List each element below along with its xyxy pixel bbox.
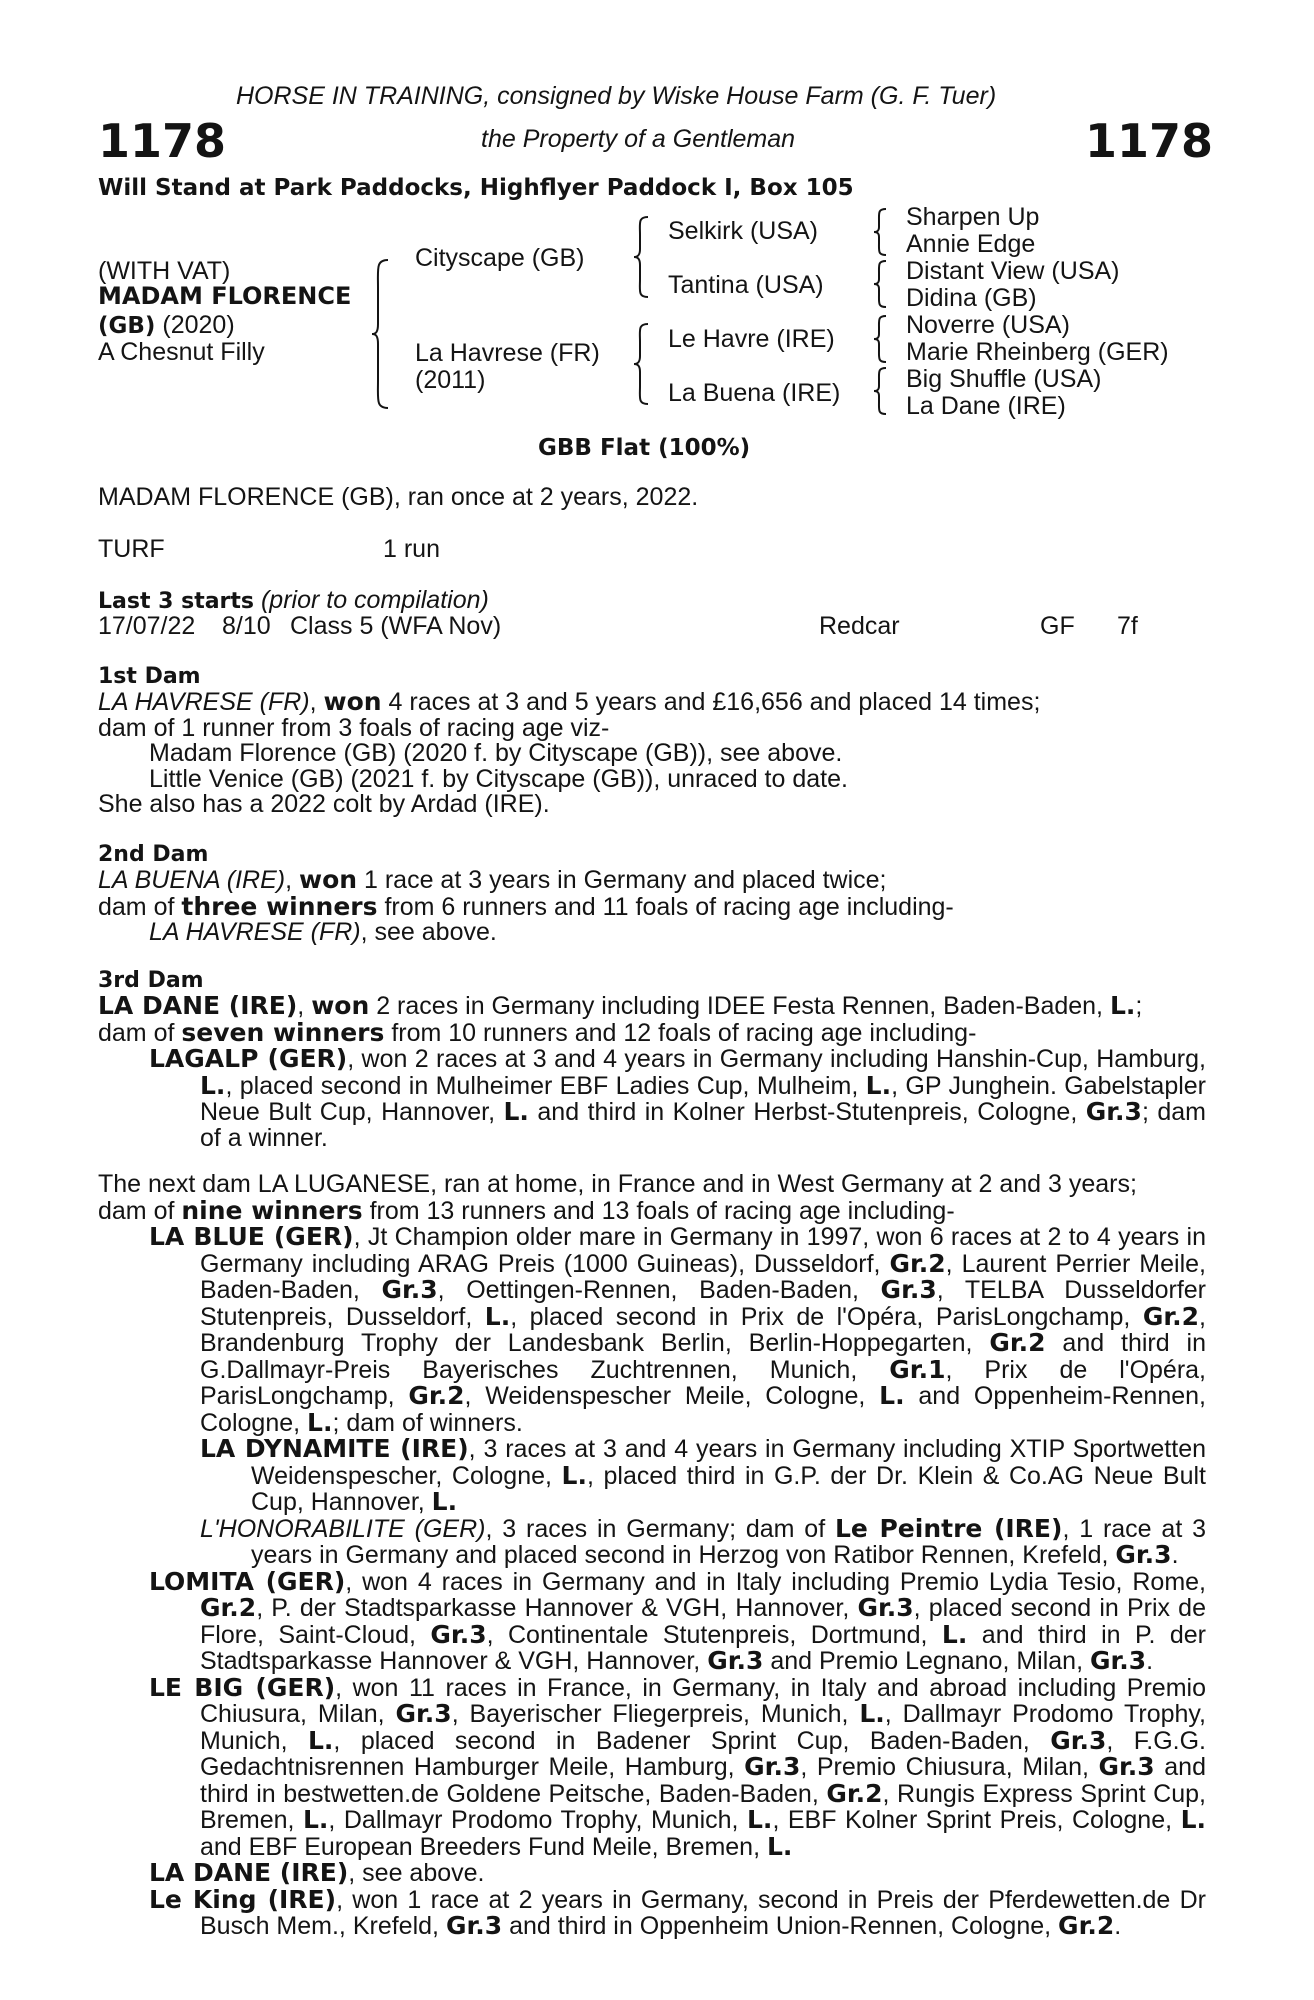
bold-text-run: L.: [859, 1699, 885, 1728]
pedigree-ancestor-7: Big Shuffle (USA): [906, 365, 1102, 393]
second-dam-record: 1 race at 3 years in Germany and placed twice;: [357, 866, 887, 894]
first-dam-line-2: dam of 1 runner from 3 foals of racing age viz-: [98, 713, 610, 742]
pedigree-dam-sire: Le Havre (IRE): [668, 325, 835, 353]
pedigree-brace-g2: [872, 259, 888, 309]
la-dynamite-entry: [98, 1436, 1206, 1516]
horse-origin: [98, 312, 235, 339]
text-run: and Oppenheim-Rennen, Cologne,: [200, 1382, 1206, 1437]
text-run: and third in Oppenheim Union-Rennen, Cologne,: [502, 1912, 1059, 1940]
text-sep: ,: [309, 688, 324, 716]
bold-text-run: L.: [747, 1805, 773, 1834]
first-dam-foal-2: Little Venice (GB) (2021 f. by Cityscape (GB)), unraced to date.: [149, 764, 848, 793]
bold-text-run: LOMITA (GER): [149, 1566, 346, 1596]
pedigree-ancestor-2: Annie Edge: [906, 230, 1036, 258]
text: , won 2 races at 3 and 4 years in Germany including Hanshin-Cup, Hamburg,: [347, 1045, 1206, 1073]
pedigree-brace-g4: [872, 366, 888, 416]
stand-location: Will Stand at Park Paddocks, Highflyer Paddock I, Box 105: [98, 175, 854, 201]
second-dam-line-3: [98, 920, 1206, 946]
text-run: , won 1 race at 2 years in Germany, second in Preis der Pferdewetten.de Dr Busch Mem., Krefeld,: [200, 1885, 1206, 1940]
surface-label: TURF: [98, 535, 165, 563]
winners-count: three winners: [181, 891, 378, 921]
pedigree-brace-main: [370, 258, 394, 410]
text: dam of: [98, 1018, 182, 1047]
first-dam-record: 4 races at 3 and 5 years and £16,656 and placed 14 times;: [381, 688, 1041, 716]
text-run: , P. der Stadtsparkasse Hannover & VGH, Hannover,: [256, 1594, 858, 1622]
lot-number-right: 1178: [1085, 114, 1214, 168]
text-sep: ,: [285, 866, 299, 894]
text: dam of: [98, 892, 182, 921]
start-race: Class 5 (WFA Nov): [290, 612, 502, 640]
start-going: GF: [1040, 612, 1075, 640]
lomita-entry: [98, 1566, 1207, 1675]
third-dam-section: [98, 968, 1206, 1151]
second-dam-name: LA BUENA (IRE): [98, 866, 286, 894]
bold-text-run: L.: [431, 1487, 458, 1516]
text-run: , Continentale Stutenpreis, Dortmund,: [486, 1620, 942, 1649]
bold-text-run: Gr.3: [1115, 1540, 1172, 1569]
winners-count: nine winners: [181, 1195, 363, 1225]
text-run: , placed second in Badener Sprint Cup, Baden-Baden,: [333, 1726, 1051, 1755]
text-run: , see above.: [348, 1859, 485, 1887]
pedigree-brace-sire: [632, 215, 652, 299]
text-run: , 1 race at 3 years in Germany and placed second in Herzog von Ratibor Rennen, Krefeld,: [251, 1514, 1207, 1569]
text: and third in Kolner Herbst-Stutenpreis, Cologne,: [528, 1098, 1086, 1126]
text: ;: [1135, 992, 1143, 1020]
bold-text-run: Gr.2: [889, 1248, 946, 1278]
first-dam-foal-1: Madam Florence (GB) (2020 f. by Cityscape (GB)), see above.: [149, 739, 843, 767]
won-label: won: [298, 865, 358, 894]
bold-text-run: L.: [302, 1805, 329, 1834]
pedigree-ancestor-6: Marie Rheinberg (GER): [906, 338, 1169, 366]
text: ; dam of a winner.: [200, 1098, 1206, 1152]
next-dam-line-1: The next dam LA LUGANESE, ran at home, in France and in West Germany at 2 and 3 years;: [98, 1170, 1137, 1198]
text-run: , 3 races at 3 and 4 years in Germany including XTIP Sportwetten Weidenspescher, Cologne,: [251, 1435, 1206, 1490]
offspring-name: LA HAVRESE (FR): [149, 918, 361, 946]
bold-text-run: LA BLUE (GER): [149, 1222, 354, 1251]
last-starts-heading: [98, 588, 489, 614]
horse-country: (GB): [98, 313, 156, 339]
start-date: 17/07/22: [98, 612, 196, 640]
bold-text-run: Gr.3: [1089, 1646, 1147, 1675]
listed-label: L.: [503, 1097, 529, 1126]
pedigree-dam-year: (2011): [415, 366, 486, 394]
italic-text-run: L'HONORABILITE (GER): [200, 1514, 486, 1543]
start-position: 8/10: [222, 612, 271, 640]
text-run: and third in P. der Stadtsparkasse Hannover & VGH, Hannover,: [200, 1620, 1206, 1675]
pedigree-sire-dam: Tantina (USA): [668, 271, 824, 299]
pedigree-ancestor-1: Sharpen Up: [906, 203, 1040, 231]
offspring-name: LAGALP (GER): [149, 1044, 348, 1073]
third-dam-line-1: [98, 993, 1206, 1020]
text: from 13 runners and 13 foals of racing age including-: [362, 1196, 955, 1225]
text-run: ; dam of winners.: [332, 1408, 523, 1437]
text: , placed second in Mulheimer EBF Ladies Cup, Mulheim,: [225, 1071, 866, 1100]
bold-text-run: Gr.2: [826, 1778, 883, 1808]
last-starts-title: Last 3 starts: [98, 589, 255, 614]
winners-count: seven winners: [181, 1017, 385, 1047]
text-run: , Dallmayr Prodomo Trophy, Munich,: [328, 1806, 747, 1834]
text-run: , placed second in Prix de l'Opéra, ParisLongchamp,: [510, 1302, 1143, 1331]
la-dane-entry: [98, 1860, 1206, 1887]
second-dam-line-2: [98, 891, 1206, 921]
bold-text-run: Gr.3: [430, 1619, 487, 1649]
bold-text-run: Le Peintre (IRE): [835, 1513, 1063, 1543]
pedigree-ancestor-5: Noverre (USA): [906, 311, 1070, 339]
text-run: , Dallmayr Prodomo Trophy, Munich,: [200, 1700, 1206, 1755]
horse-description: A Chesnut Filly: [98, 338, 265, 366]
third-dam-record: 2 races in Germany including IDEE Festa Rennen, Baden-Baden,: [369, 992, 1110, 1020]
first-dam-name: LA HAVRESE (FR): [98, 688, 310, 716]
le-king-entry: [98, 1884, 1206, 1940]
la-blue-entry: [98, 1224, 1206, 1436]
text-run: and EBF European Breeders Fund Meile, Bremen,: [200, 1832, 767, 1861]
text-run: and third in G.Dallmayr-Preis Bayerisches Zuchtrennen, Munich,: [200, 1329, 1206, 1384]
vat-status: (WITH VAT): [98, 257, 231, 285]
text-run: , Rungis Express Sprint Cup, Bremen,: [200, 1779, 1206, 1834]
pedigree-dam: La Havrese (FR): [415, 339, 600, 367]
text-run: , EBF Kolner Sprint Preis, Cologne,: [772, 1806, 1181, 1834]
pedigree-brace-g3: [872, 314, 888, 364]
text: , see above.: [360, 918, 497, 946]
surface-runs: 1 run: [383, 535, 440, 563]
consignor-line: HORSE IN TRAINING, consigned by Wiske House Farm (G. F. Tuer): [236, 82, 997, 110]
bold-text-run: Gr.3: [857, 1593, 914, 1622]
third-dam-name: LA DANE (IRE): [98, 991, 298, 1020]
third-dam-line-2: [98, 1017, 1206, 1047]
pedigree-brace-dam: [632, 322, 652, 406]
bold-text-run: L.: [941, 1619, 968, 1649]
text-run: .: [1146, 1647, 1154, 1675]
bold-text-run: LE BIG (GER): [149, 1672, 336, 1702]
pedigree-brace-g1: [872, 207, 888, 257]
horse-year: (2020): [155, 311, 235, 339]
text: from 10 runners and 12 foals of racing age including-: [384, 1018, 977, 1047]
text-run: .: [1114, 1912, 1122, 1940]
bold-text-run: L.: [484, 1301, 511, 1331]
second-dam-line-1: [98, 867, 1206, 894]
bold-text-run: Gr.2: [408, 1381, 465, 1410]
bold-text-run: L.: [561, 1460, 587, 1490]
second-dam-heading: 2nd Dam: [98, 842, 209, 867]
bold-text-run: Gr.3: [707, 1646, 764, 1675]
bold-text-run: L.: [307, 1407, 333, 1437]
gbb-rating: GBB Flat (100%): [538, 435, 751, 461]
lot-number-left: 1178: [98, 114, 227, 168]
horse-name: MADAM FLORENCE: [98, 282, 352, 310]
text-run: , 3 races in Germany; dam of: [485, 1514, 835, 1543]
text: dam of: [98, 1196, 182, 1225]
listed-label: L.: [1109, 991, 1136, 1020]
bold-text-run: L.: [766, 1831, 793, 1861]
text-run: and Premio Legnano, Milan,: [763, 1647, 1090, 1675]
bold-text-run: Gr.2: [1058, 1911, 1115, 1940]
bold-text-run: L.: [1180, 1805, 1206, 1834]
text-run: , Laurent Perrier Meile, Baden-Baden,: [200, 1249, 1206, 1304]
bold-text-run: Gr.2: [200, 1593, 257, 1622]
bold-text-run: Gr.3: [744, 1752, 801, 1781]
property-line: the Property of a Gentleman: [481, 125, 796, 153]
l-honorabilite-entry: [98, 1513, 1207, 1569]
text-run: , F.G.G. Gedachtnisrennen Hamburger Meile, Hamburg,: [200, 1726, 1206, 1781]
next-dam-section: [98, 1172, 1206, 1940]
first-dam-heading: 1st Dam: [98, 664, 201, 689]
pedigree-ancestor-3: Distant View (USA): [906, 257, 1120, 285]
bold-text-run: Gr.3: [445, 1911, 503, 1940]
start-course: Redcar: [819, 612, 900, 640]
text-run: .: [1171, 1541, 1179, 1569]
text-run: , won 11 races in France, in Germany, in Italy and abroad including Premio Chiusura, Milan,: [200, 1673, 1206, 1728]
text-sep: ,: [297, 992, 312, 1020]
text-run: , Prix de l'Opéra, ParisLongchamp,: [200, 1355, 1206, 1410]
won-label: won: [323, 687, 382, 716]
pedigree-dam-dam: La Buena (IRE): [668, 379, 841, 407]
bold-text-run: Gr.3: [880, 1275, 937, 1304]
bold-text-run: Gr.3: [1098, 1752, 1155, 1781]
bold-text-run: LA DYNAMITE (IRE): [200, 1434, 469, 1463]
bold-text-run: L.: [879, 1381, 905, 1410]
third-dam-heading: 3rd Dam: [98, 968, 204, 993]
bold-text-run: LA DANE (IRE): [149, 1858, 349, 1887]
first-dam-line-1: [98, 689, 1206, 716]
text-run: , Brandenburg Trophy der Landesbank Berlin, Berlin-Hoppegarten,: [200, 1302, 1206, 1357]
text-run: , placed second in Prix de Flore, Saint-Cloud,: [200, 1594, 1206, 1649]
text-run: , Premio Chiusura, Milan,: [800, 1753, 1099, 1781]
first-dam-line-5: She also has a 2022 colt by Ardad (IRE).: [98, 790, 550, 818]
lagalp-entry: [98, 1046, 1206, 1151]
text-run: , won 4 races in Germany and in Italy including Premio Lydia Tesio, Rome,: [345, 1567, 1207, 1596]
bold-text-run: Le King (IRE): [149, 1884, 337, 1914]
text-run: , TELBA Dusseldorfer Stutenpreis, Dusseldorf,: [200, 1276, 1206, 1331]
pedigree-sire-sire: Selkirk (USA): [668, 217, 819, 245]
second-dam-section: [98, 842, 1206, 946]
first-dam-section: [98, 664, 1206, 818]
bold-text-run: Gr.2: [1142, 1301, 1200, 1331]
listed-label: L.: [200, 1070, 226, 1100]
bold-text-run: Gr.3: [1050, 1725, 1107, 1755]
text-run: , Bayerischer Fliegerpreis, Munich,: [451, 1700, 860, 1728]
race-summary: MADAM FLORENCE (GB), ran once at 2 years, 2022.: [98, 483, 699, 511]
bold-text-run: Gr.1: [889, 1354, 946, 1384]
text-run: and third in bestwetten.de Goldene Peitsche, Baden-Baden,: [200, 1753, 1206, 1808]
bold-text-run: Gr.3: [395, 1699, 452, 1728]
bold-text-run: Gr.2: [989, 1328, 1046, 1357]
text-run: , Oettingen-Rennen, Baden-Baden,: [437, 1276, 881, 1304]
listed-label: L.: [865, 1070, 892, 1100]
last-starts-note: (prior to compilation): [254, 586, 489, 614]
text-run: , placed third in G.P. der Dr. Klein & Co.AG Neue Bult Cup, Hannover,: [251, 1461, 1206, 1516]
text: , GP Junghein. Gabelstapler Neue Bult Cup, Hannover,: [200, 1071, 1207, 1126]
pedigree-sire: Cityscape (GB): [415, 244, 585, 272]
won-label: won: [311, 991, 370, 1020]
text-run: , Jt Champion older mare in Germany in 1997, won 6 races at 2 to 4 years in Germany including ARAG Preis (1000 Guineas), Dusseldorf,: [200, 1223, 1206, 1278]
bold-text-run: Gr.3: [381, 1275, 438, 1304]
le-big-entry: [98, 1672, 1206, 1861]
start-distance: 7f: [1117, 612, 1138, 640]
text: from 6 runners and 11 foals of racing age including-: [377, 892, 954, 921]
next-dam-line-2: [98, 1195, 1206, 1225]
pedigree-ancestor-4: Didina (GB): [906, 284, 1037, 312]
bold-text-run: L.: [307, 1725, 334, 1755]
pedigree-ancestor-8: La Dane (IRE): [906, 392, 1066, 420]
text-run: , Weidenspescher Meile, Cologne,: [464, 1382, 880, 1410]
group-label: Gr.3: [1085, 1097, 1142, 1126]
